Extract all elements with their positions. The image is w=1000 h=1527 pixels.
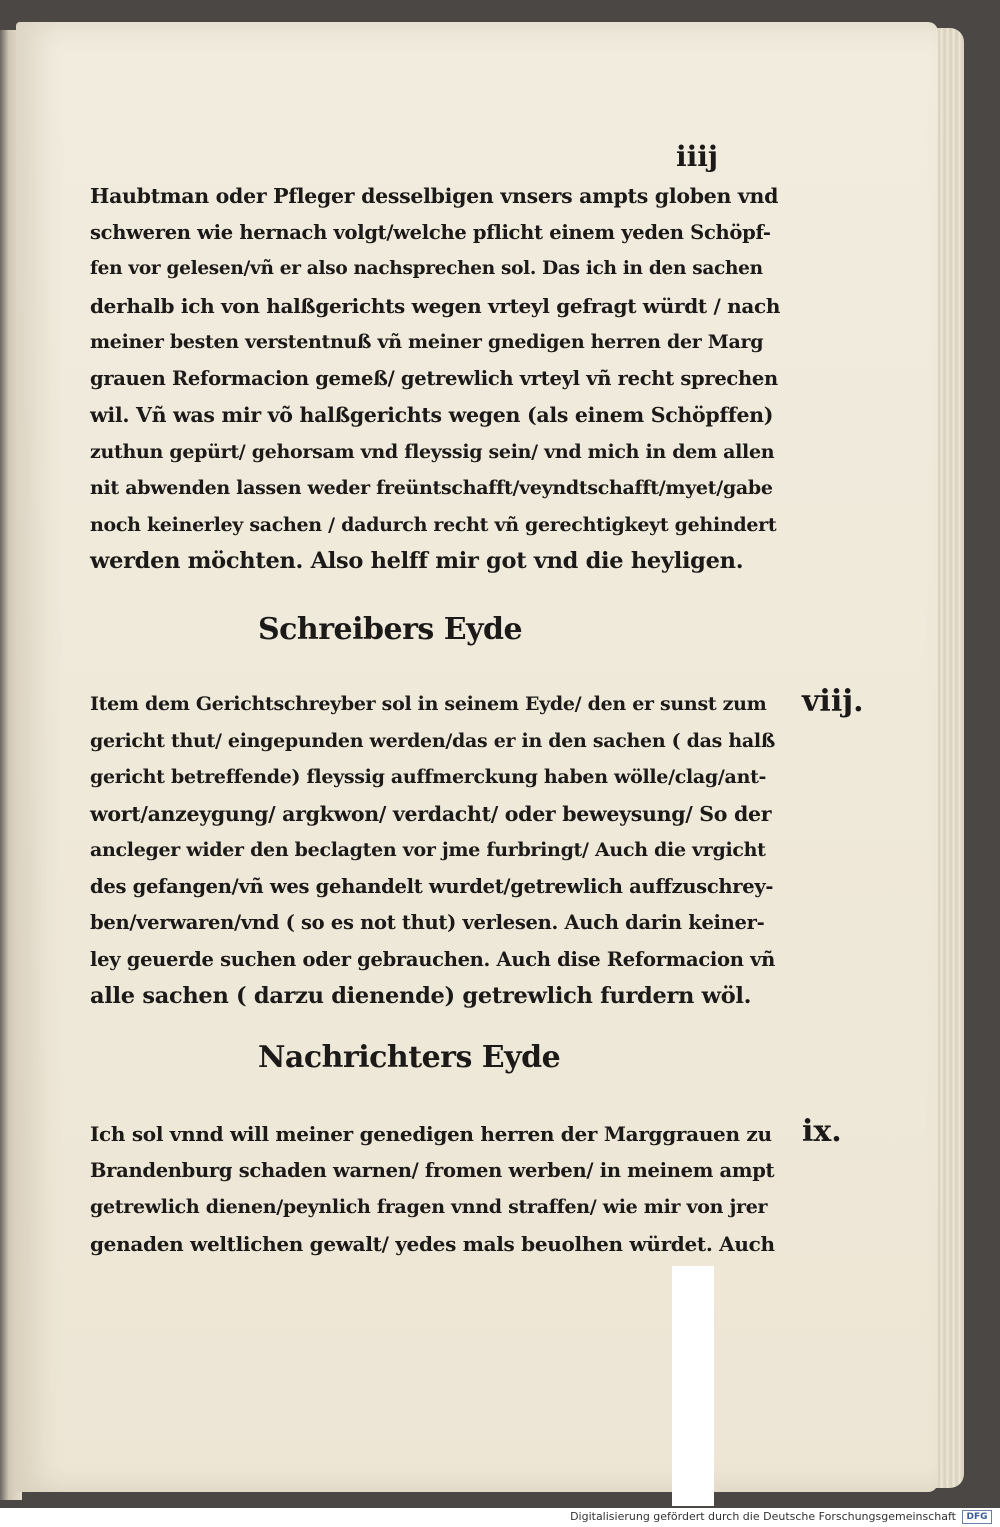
text-line: fen vor gelesen/vñ er also nachsprechen sol. Das ich in den sachen xyxy=(90,258,763,279)
text-line: ancleger wider den beclagten vor jme furbringt/ Auch die vrgicht xyxy=(90,839,766,861)
section-marker: viij. xyxy=(802,684,864,719)
folio-number: iiij xyxy=(676,140,719,173)
text-line: alle sachen ( darzu dienende) getrewlich furdern wöl. xyxy=(90,983,752,1009)
paper-tab xyxy=(672,1266,714,1506)
section-marker: ix. xyxy=(802,1114,842,1149)
text-line: ben/verwaren/vnd ( so es not thut) verlesen. Auch darin keiner- xyxy=(90,911,765,934)
text-line: Brandenburg schaden warnen/ fromen werben/ in meinem ampt xyxy=(90,1158,775,1182)
footer-credit: Digitalisierung gefördert durch die Deutsche Forschungsgemeinschaft xyxy=(570,1510,956,1523)
text-line: Ich sol vnnd will meiner genedigen herren der Marggrauen zu xyxy=(90,1122,772,1146)
text-line: derhalb ich von halßgerichts wegen vrteyl gefragt würdt / nach xyxy=(90,293,781,318)
section-heading: Nachrichters Eyde xyxy=(258,1040,561,1075)
text-line: des gefangen/vñ wes gehandelt wurdet/getrewlich auffzuschrey- xyxy=(90,874,774,898)
dfg-logo-icon: DFG xyxy=(962,1510,992,1524)
text-line: nit abwenden lassen weder freüntschafft/veyndtschafft/myet/gabe xyxy=(90,477,773,499)
text-block-2 xyxy=(90,686,780,1015)
text-line: gericht betreffende) fleyssig auffmerckung haben wölle/clag/ant- xyxy=(90,766,767,788)
text-line: ley geuerde suchen oder gebrauchen. Auch dise Reformacion vñ xyxy=(90,947,776,971)
text-line: grauen Reformacion gemeß/ getrewlich vrteyl vñ recht sprechen xyxy=(90,366,778,390)
text-line: Item dem Gerichtschreyber sol in seinem Eyde/ den er sunst zum xyxy=(90,693,767,715)
section-heading: Schreibers Eyde xyxy=(258,612,523,647)
text-line: genaden weltlichen gewalt/ yedes mals beuolhen würdet. Auch xyxy=(90,1231,775,1256)
text-line: zuthun gepürt/ gehorsam vnd fleyssig sein/ vnd mich in dem allen xyxy=(90,440,775,463)
text-line: gericht thut/ eingepunden werden/das er in den sachen ( das halß xyxy=(90,729,775,752)
text-block-3 xyxy=(90,1116,780,1262)
text-line: meiner besten verstentnuß vñ meiner gnedigen herren der Marg xyxy=(90,331,764,353)
text-block-1 xyxy=(90,178,780,580)
text-line: wil. Vñ was mir võ halßgerichts wegen (als einem Schöpffen) xyxy=(90,403,774,427)
text-line: schweren wie hernach volgt/welche pflicht einem yeden Schöpf- xyxy=(90,220,771,244)
text-line: werden möchten. Also helff mir got vnd die heyligen. xyxy=(90,548,744,574)
text-line: getrewlich dienen/peynlich fragen vnnd straffen/ wie mir von jrer xyxy=(90,1196,768,1218)
text-line: wort/anzeygung/ argkwon/ verdacht/ oder beweysung/ So der xyxy=(90,801,772,826)
text-line: noch keinerley sachen / dadurch recht vñ gerechtigkeyt gehindert xyxy=(90,513,777,536)
text-line: Haubtman oder Pfleger desselbigen vnsers ampts globen vnd xyxy=(90,184,779,208)
